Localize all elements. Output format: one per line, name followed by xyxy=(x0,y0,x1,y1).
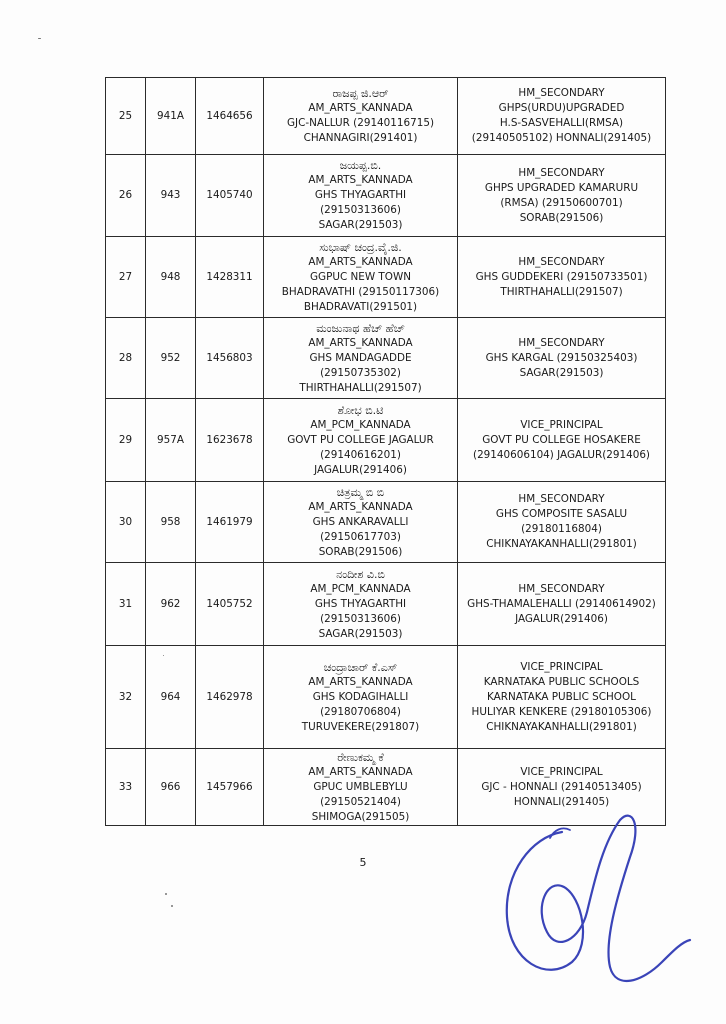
current-posting-line: SAGAR(291503) xyxy=(318,627,403,640)
table-row xyxy=(106,399,666,482)
new-posting-line: SORAB(291506) xyxy=(519,211,604,224)
current-posting-line: SORAB(291506) xyxy=(318,545,403,558)
current-posting-line: AM_PCM_KANNADA xyxy=(310,418,411,431)
new-posting-line: SAGAR(291503) xyxy=(519,366,604,379)
scan-speck xyxy=(165,893,167,895)
current-posting-line: (29180706804) xyxy=(320,705,401,718)
current-posting-line: GGPUC NEW TOWN xyxy=(309,270,412,283)
list-number-cell: 962 xyxy=(146,563,196,646)
current-posting-line: GHS MANDAGADDE xyxy=(309,351,412,364)
serial-number-cell: 32 xyxy=(106,646,146,749)
current-posting-line: (29150313606) xyxy=(320,204,401,216)
current-posting-line: AM_ARTS_KANNADA xyxy=(308,336,413,349)
teacher-name: ಮಂಜುನಾಥ ಹೆಚ್ ಹೆಚ್ xyxy=(316,321,405,335)
current-posting-line: TURUVEKERE(291807) xyxy=(301,720,420,733)
current-posting-line: BHADRAVATHI (29150117306) xyxy=(281,285,440,298)
current-posting-line: SAGAR(291503) xyxy=(318,219,403,231)
name-cell xyxy=(264,646,458,749)
new-posting-line: (29140505102) HONNALI(291405) xyxy=(471,132,652,144)
employee-id-cell: 1405740 xyxy=(196,155,264,237)
current-posting-line: GHS THYAGARTHI xyxy=(314,189,407,201)
new-posting-line: GHS COMPOSITE SASALU xyxy=(495,508,628,520)
posting-cell xyxy=(458,482,666,563)
list-number-cell: 964 xyxy=(146,646,196,749)
employee-id-cell: 1457966 xyxy=(196,749,264,826)
table-row xyxy=(106,318,666,399)
new-posting-line: GHS KARGAL (29150325403) xyxy=(485,351,638,364)
table-row xyxy=(106,78,666,155)
scan-speck xyxy=(163,655,164,656)
new-posting-line: HM_SECONDARY xyxy=(518,582,605,595)
current-posting-line: THIRTHAHALLI(291507) xyxy=(299,381,422,394)
employee-id-cell: 1462978 xyxy=(196,646,264,749)
current-posting-line: BHADRAVATI(291501) xyxy=(303,300,418,313)
new-posting-line: GHS-THAMALEHALLI (29140614902) xyxy=(467,597,656,610)
name-cell xyxy=(264,318,458,399)
posting-cell xyxy=(458,318,666,399)
new-posting-line: KARNATAKA PUBLIC SCHOOL xyxy=(487,690,636,703)
new-posting-line: HM_SECONDARY xyxy=(518,493,605,505)
new-posting-line: VICE_PRINCIPAL xyxy=(520,765,603,778)
teacher-name: ಜಯಪ್ಪ.ಬಿ. xyxy=(339,159,382,172)
teacher-name: ರಾಜಪ್ಪ ಜಿ.ಆರ್ xyxy=(332,87,389,100)
new-posting-line: GHPS UPGRADED KAMARURU xyxy=(484,181,639,194)
teacher-name: ಚಿತ್ರಮ್ಮ ಬಿ ಬಿ xyxy=(336,485,385,499)
current-posting-line: (29150313606) xyxy=(320,612,401,625)
serial-number-cell: 33 xyxy=(106,749,146,826)
list-number-cell: 966 xyxy=(146,749,196,826)
current-posting-line: (29140616201) xyxy=(320,448,401,461)
scan-speck xyxy=(38,38,41,39)
current-posting-line: SHIMOGA(291505) xyxy=(311,810,410,823)
serial-number-cell: 27 xyxy=(106,237,146,318)
list-number-cell: 957A xyxy=(146,399,196,482)
current-posting-line: AM_ARTS_KANNADA xyxy=(308,174,413,186)
table-row xyxy=(106,482,666,563)
current-posting-line: AM_ARTS_KANNADA xyxy=(308,675,413,688)
current-posting-line: GJC-NALLUR (29140116715) xyxy=(286,117,435,129)
scan-speck xyxy=(171,905,173,907)
table-row xyxy=(106,155,666,237)
employee-id-cell: 1461979 xyxy=(196,482,264,563)
current-posting-line: (29150617703) xyxy=(320,530,401,543)
current-posting-line: GOVT PU COLLEGE JAGALUR xyxy=(287,433,434,446)
new-posting-line: H.S-SASVEHALLI(RMSA) xyxy=(499,117,624,129)
employee-id-cell: 1428311 xyxy=(196,237,264,318)
serial-number-cell: 31 xyxy=(106,563,146,646)
new-posting-line: VICE_PRINCIPAL xyxy=(520,660,603,673)
new-posting-line: HM_SECONDARY xyxy=(518,255,605,268)
table-row xyxy=(106,563,666,646)
current-posting-line: (29150735302) xyxy=(320,366,401,379)
new-posting-line: GHPS(URDU)UPGRADED xyxy=(498,102,625,114)
new-posting-line: GOVT PU COLLEGE HOSAKERE xyxy=(482,433,641,446)
new-posting-line: KARNATAKA PUBLIC SCHOOLS xyxy=(483,675,640,688)
name-cell xyxy=(264,399,458,482)
new-posting-line: HM_SECONDARY xyxy=(518,166,605,179)
new-posting-line: (RMSA) (29150600701) xyxy=(500,196,623,209)
current-posting-line: AM_ARTS_KANNADA xyxy=(308,500,413,513)
table-body xyxy=(106,78,666,826)
employee-id-cell: 1623678 xyxy=(196,399,264,482)
handwritten-signature xyxy=(492,812,692,992)
new-posting-line: HONNALI(291405) xyxy=(513,795,610,808)
current-posting-line: AM_ARTS_KANNADA xyxy=(308,255,413,268)
new-posting-line: VICE_PRINCIPAL xyxy=(520,418,603,431)
name-cell xyxy=(264,482,458,563)
employee-id-cell: 1456803 xyxy=(196,318,264,399)
posting-cell xyxy=(458,78,666,155)
new-posting-line: JAGALUR(291406) xyxy=(515,612,608,625)
employee-id-cell: 1405752 xyxy=(196,563,264,646)
teacher-name: ಶೋಭ ಬಿ.ಟಿ xyxy=(337,403,384,417)
new-posting-line: (29180116804) xyxy=(521,523,602,535)
name-cell xyxy=(264,155,458,237)
list-number-cell: 958 xyxy=(146,482,196,563)
current-posting-line: (29150521404) xyxy=(320,795,401,808)
new-posting-line: GHS GUDDEKERI (29150733501) xyxy=(475,270,648,283)
current-posting-line: GHS ANKARAVALLI xyxy=(312,515,409,528)
posting-cell xyxy=(458,155,666,237)
posting-cell xyxy=(458,237,666,318)
table-row xyxy=(106,646,666,749)
new-posting-line: GJC - HONNALI (29140513405) xyxy=(481,780,642,793)
posting-cell xyxy=(458,563,666,646)
page-number: 5 xyxy=(359,856,367,869)
new-posting-line: (29140606104) JAGALUR(291406) xyxy=(473,448,650,461)
current-posting-line: GHS THYAGARTHI xyxy=(314,597,407,610)
name-cell xyxy=(264,749,458,826)
name-cell xyxy=(264,563,458,646)
table-row xyxy=(106,237,666,318)
serial-number-cell: 30 xyxy=(106,482,146,563)
serial-number-cell: 28 xyxy=(106,318,146,399)
list-number-cell: 943 xyxy=(146,155,196,237)
current-posting-line: GHS KODAGIHALLI xyxy=(312,690,409,703)
teacher-name: ಚಂದ್ರಾಚಾರ್ ಕೆ.ಎಸ್ xyxy=(323,660,398,674)
current-posting-line: GPUC UMBLEBYLU xyxy=(313,780,408,793)
serial-number-cell: 26 xyxy=(106,155,146,237)
teacher-name: ರೇಣುಕಮ್ಮ ಕೆ xyxy=(337,750,384,764)
posting-cell xyxy=(458,399,666,482)
serial-number-cell: 29 xyxy=(106,399,146,482)
new-posting-line: CHIKNAYAKANHALLI(291801) xyxy=(486,538,637,550)
name-cell xyxy=(264,78,458,155)
list-number-cell: 941A xyxy=(146,78,196,155)
list-number-cell: 948 xyxy=(146,237,196,318)
new-posting-line: CHIKNAYAKANHALLI(291801) xyxy=(486,720,637,733)
current-posting-line: CHANNAGIRI(291401) xyxy=(303,132,418,144)
current-posting-line: JAGALUR(291406) xyxy=(314,463,407,476)
list-number-cell: 952 xyxy=(146,318,196,399)
new-posting-line: HM_SECONDARY xyxy=(518,336,605,349)
current-posting-line: AM_PCM_KANNADA xyxy=(310,582,411,595)
transfer-list-table xyxy=(105,77,666,826)
posting-cell xyxy=(458,646,666,749)
new-posting-line: THIRTHAHALLI(291507) xyxy=(500,285,623,298)
teacher-name: ಸುಭಾಷ್ ಚಂದ್ರ.ವೈ.ಜಿ. xyxy=(319,240,402,254)
current-posting-line: AM_ARTS_KANNADA xyxy=(308,102,413,114)
new-posting-line: HM_SECONDARY xyxy=(518,87,605,99)
serial-number-cell: 25 xyxy=(106,78,146,155)
name-cell xyxy=(264,237,458,318)
employee-id-cell: 1464656 xyxy=(196,78,264,155)
current-posting-line: AM_ARTS_KANNADA xyxy=(308,765,413,778)
new-posting-line: HULIYAR KENKERE (29180105306) xyxy=(471,705,652,718)
teacher-name: ನಂದೀಶ ವಿ.ಬಿ xyxy=(336,567,385,581)
